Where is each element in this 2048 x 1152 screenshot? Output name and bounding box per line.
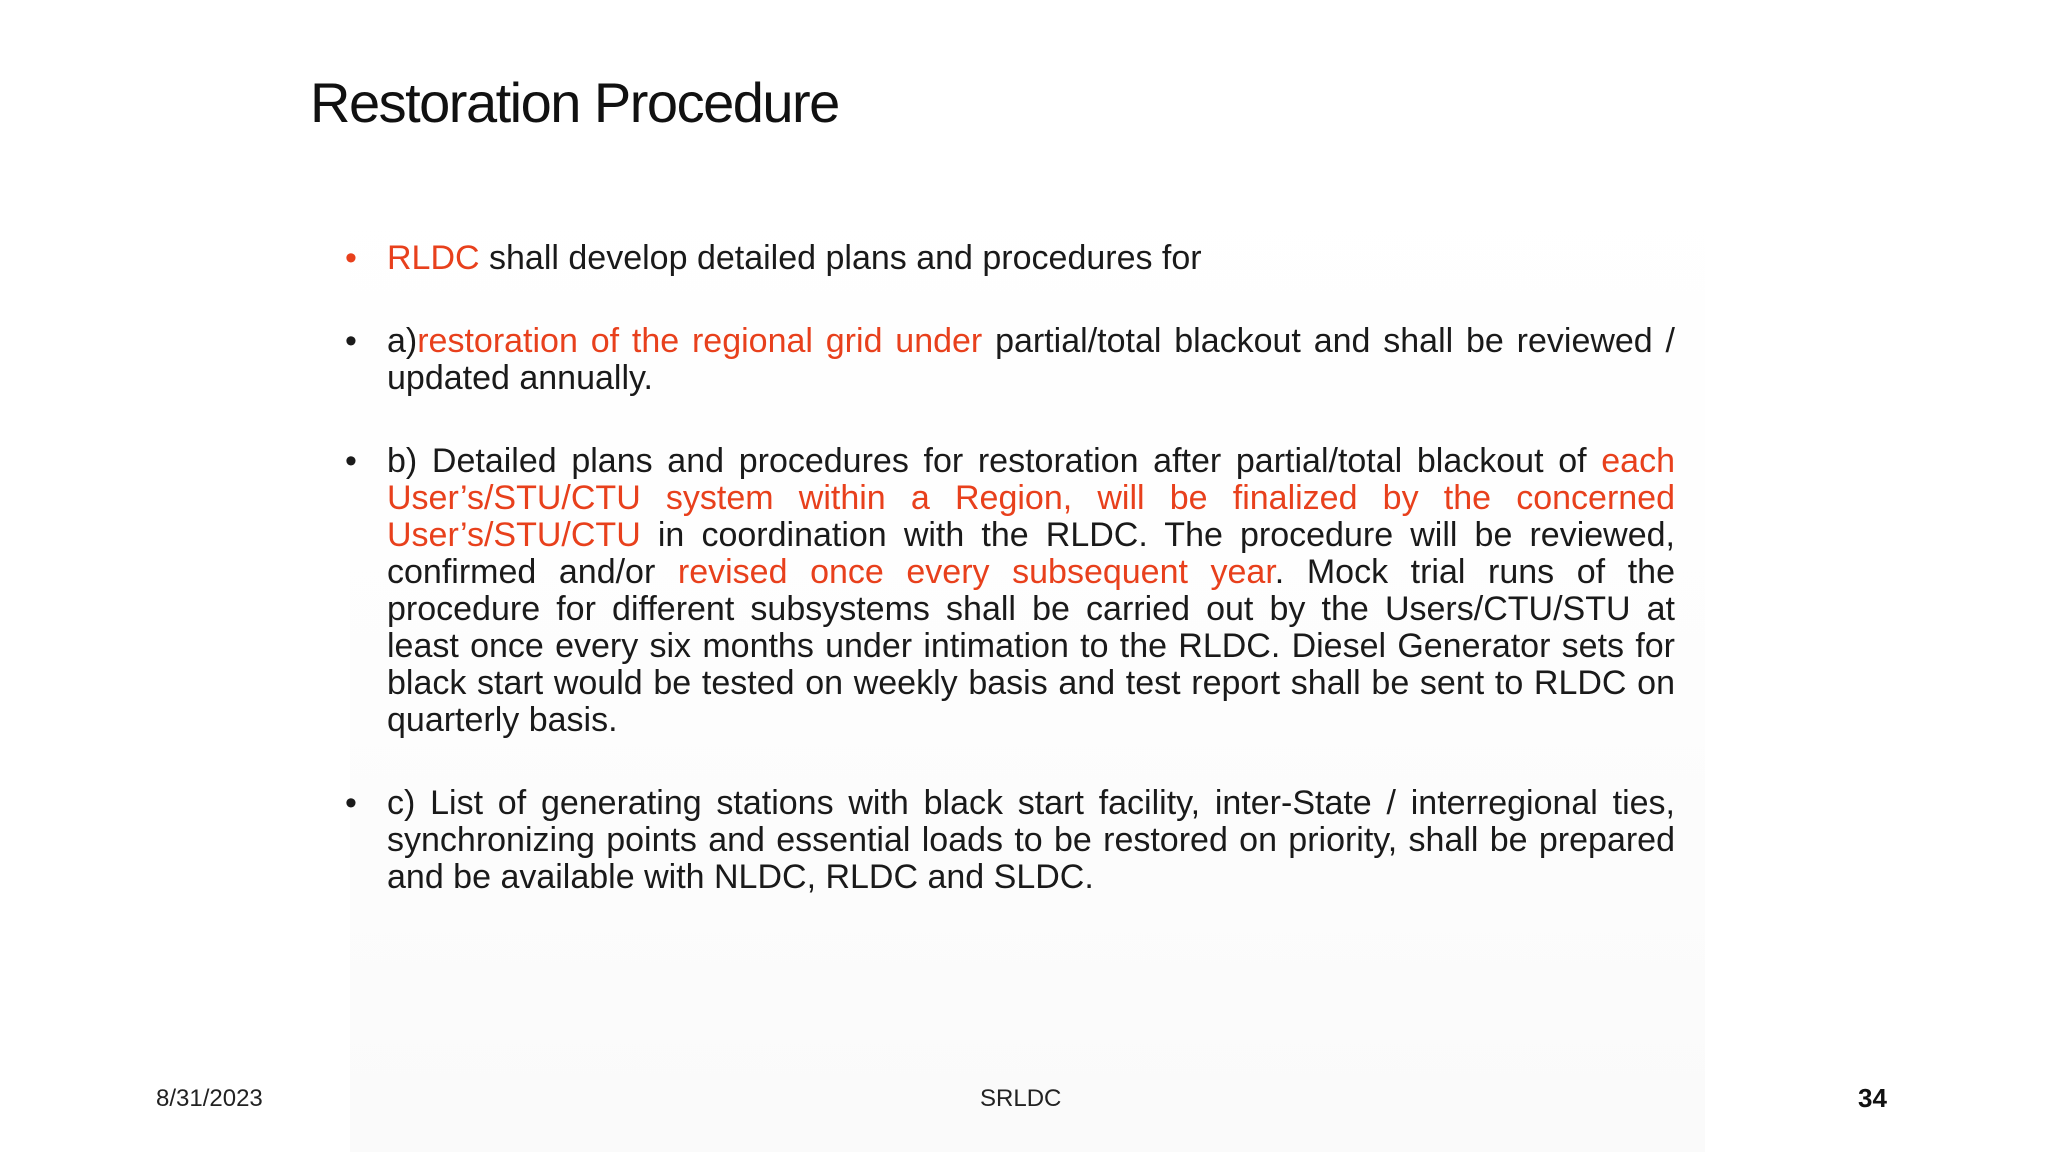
bullet-text-segment: restoration of the regional grid under: [417, 322, 983, 360]
bullet-item: [345, 443, 1675, 739]
bullet-marker: •: [345, 239, 357, 277]
footer-organization: SRLDC: [980, 1085, 1062, 1112]
bullet-text-segment: a): [387, 322, 418, 360]
bullet-item: [345, 785, 1675, 896]
bullet-marker: •: [345, 784, 357, 822]
bullet-text-segment: revised once every subsequent year: [677, 553, 1275, 591]
bullet-marker: •: [345, 322, 357, 360]
footer-date: 8/31/2023: [156, 1085, 263, 1112]
bullet-text-segment: RLDC: [387, 239, 480, 277]
slide-number: 34: [1858, 1083, 1887, 1113]
bullet-text-segment: each User’s/STU/CTU system within a Region, will be finalized by the concerned User’s/STU/CTU: [387, 442, 1675, 554]
bullet-text-segment: partial/total blackout and shall be reviewed / updated annually.: [387, 322, 1675, 397]
bullet-item: [345, 323, 1675, 397]
bullet-list: [345, 240, 1675, 942]
bullet-text-segment: . Mock trial runs of the procedure for different subsystems shall be carried out by the Users/CTU/STU at least once every six months under intimation to the RLDC. Diesel Generator sets for black start would be tested on weekly basis and test report shall be sent to RLDC on quarterly basis.: [387, 553, 1675, 739]
bullet-marker: •: [345, 442, 357, 480]
slide-title: Restoration Procedure: [310, 71, 839, 134]
bullet-text-segment: b) Detailed plans and procedures for restoration after partial/total blackout of: [387, 442, 1602, 480]
bullet-item: [345, 240, 1675, 277]
bullet-text-segment: c) List of generating stations with black start facility, inter-State / interregional ties, synchronizing points and essential loads to be restored on priority, shall be prepared and be available with NLDC, RLDC and SLDC.: [387, 784, 1675, 896]
bullet-text-segment: in coordination with the RLDC. The procedure will be reviewed, confirmed and/or: [387, 516, 1675, 591]
bullet-text-segment: shall develop detailed plans and procedures for: [479, 239, 1202, 277]
